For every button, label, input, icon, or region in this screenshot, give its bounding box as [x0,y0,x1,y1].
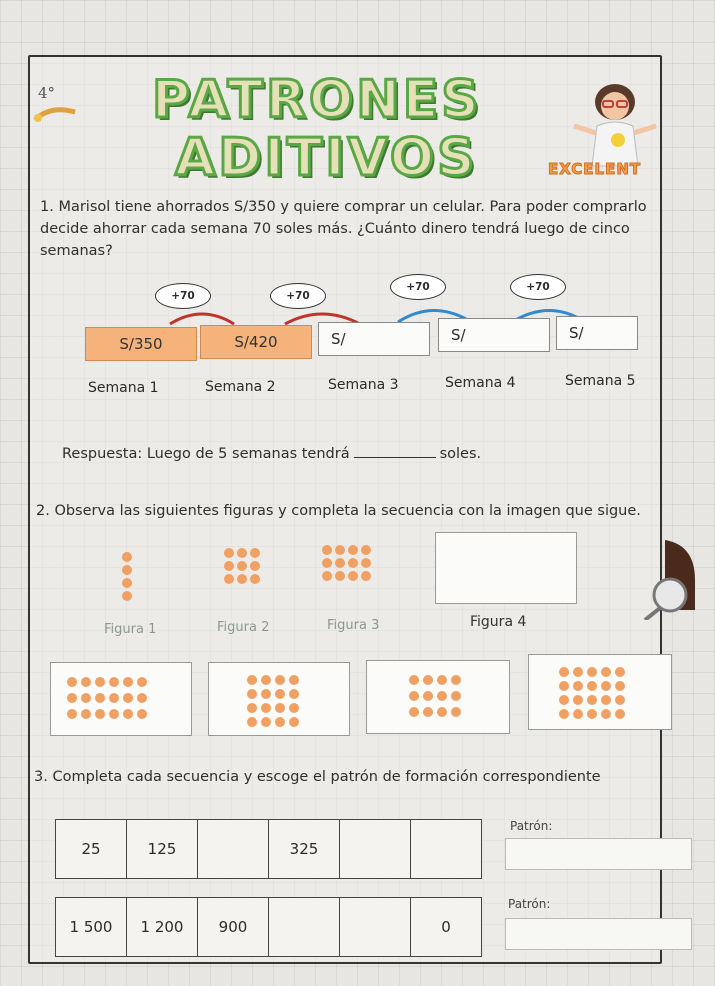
seq2-cell: 1 200 [127,898,198,957]
sequence-1-table [55,819,482,879]
week-2-amount: S/420 [200,325,312,359]
pattern-2-field[interactable] [505,918,692,950]
answer-line [62,443,481,465]
figure-1-dots [122,552,142,602]
answer-suffix: soles. [439,446,482,462]
sequence-2-table [55,897,482,957]
seq2-cell-blank[interactable] [269,898,340,957]
title-line-1: PATRONES [152,70,482,130]
option-c[interactable] [366,660,510,734]
figure-1-label: Figura 1 [104,622,157,637]
option-b[interactable] [208,662,350,736]
title-line-2: ADITIVOS [175,128,478,188]
answer-blank[interactable] [354,457,436,458]
week-3-label: Semana 3 [328,377,399,393]
answer-prefix: Respuesta: Luego de 5 semanas tendrá [62,446,350,462]
seq1-cell-blank[interactable] [411,820,482,879]
option-a[interactable] [50,662,192,736]
figure-4-label: Figura 4 [470,614,527,630]
seq1-cell: 25 [56,820,127,879]
seq1-cell: 325 [269,820,340,879]
seq2-cell: 0 [411,898,482,957]
seq1-cell-blank[interactable] [198,820,269,879]
teacher-illustration [560,78,670,168]
pattern-1-field[interactable] [505,838,692,870]
week-3-amount-field[interactable]: S/ [318,322,430,356]
excelent-badge: EXCELENT [548,160,642,178]
week-1-amount: S/350 [85,327,197,361]
question-3-text: 3. Completa cada secuencia y escoge el patrón de formación correspondiente [34,769,601,785]
question-2-text: 2. Observa las siguientes figuras y completa la secuencia con la imagen que sigue. [36,503,641,519]
increment-oval-3: +70 [390,274,446,300]
increment-oval-2: +70 [270,283,326,309]
question-1-text: 1. Marisol tiene ahorrados S/350 y quiere comprar un celular. Para poder comprarlo decide ahorrar cada semana 70 soles más. ¿Cuánto dinero tendrá luego de cinco semanas? [40,199,647,259]
figure-4-answer-box[interactable] [435,532,577,604]
grade-label: 4° [38,84,56,102]
seq2-cell: 900 [198,898,269,957]
seq2-cell-blank[interactable] [340,898,411,957]
week-4-amount-field[interactable]: S/ [438,318,550,352]
increment-oval-1: +70 [155,283,211,309]
pattern-2-label: Patrón: [508,897,551,911]
increment-oval-4: +70 [510,274,566,300]
figure-2-dots [224,548,264,598]
week-4-label: Semana 4 [445,375,516,391]
option-d[interactable] [528,654,672,730]
figure-3-dots [322,545,382,595]
magnifier-girl-illustration [640,540,700,620]
pattern-1-label: Patrón: [510,819,553,833]
week-2-label: Semana 2 [205,379,276,395]
week-1-label: Semana 1 [88,380,159,396]
week-5-label: Semana 5 [565,373,636,389]
week-5-amount-field[interactable]: S/ [556,316,638,350]
figure-2-label: Figura 2 [217,620,270,635]
seq1-cell: 125 [127,820,198,879]
seq1-cell-blank[interactable] [340,820,411,879]
figure-3-label: Figura 3 [327,618,380,633]
pencil-icon [30,100,80,130]
seq2-cell: 1 500 [56,898,127,957]
